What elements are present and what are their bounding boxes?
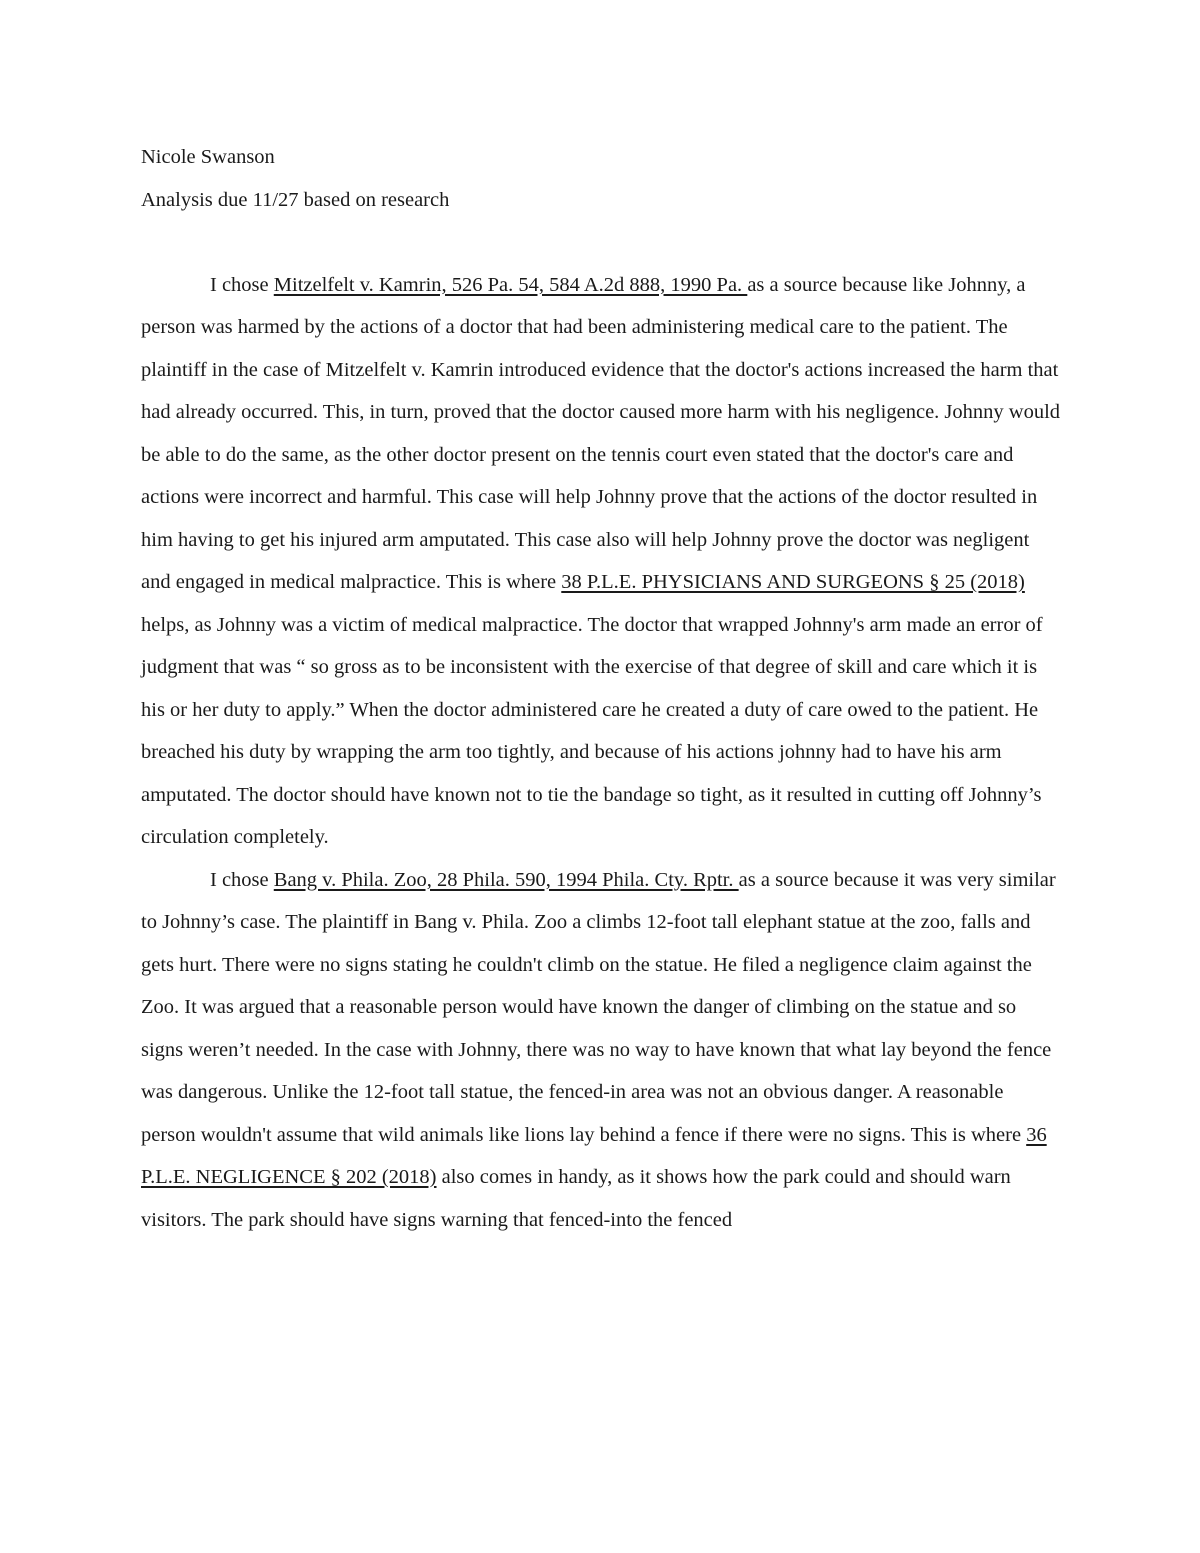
assignment-title: Analysis due 11/27 based on research: [141, 188, 450, 211]
author-name: Nicole Swanson: [141, 146, 275, 168]
paragraph-text: also comes in handy, as it shows how the park could and should warn visitors. The park should have signs warning that fenced-into the fenced: [141, 1166, 1011, 1231]
paragraph-text: I chose: [210, 868, 274, 891]
document-body: [141, 136, 1061, 1241]
citation-physicians-surgeons: 38 P.L.E. PHYSICIANS AND SURGEONS § 25 (2018): [561, 571, 1025, 593]
case-citation-bang: Bang v. Phila. Zoo, 28 Phila. 590, 1994 Phila. Cty. Rptr.: [273, 868, 739, 891]
paragraph-mitzelfelt: [141, 264, 1061, 859]
citation-negligence: 36 P.L.E. NEGLIGENCE § 202 (2018): [141, 1123, 1047, 1188]
case-citation-mitzelfelt: Mitzelfelt v. Kamrin, 526 Pa. 54, 584 A.2d 888, 1990 Pa.: [273, 273, 748, 296]
paragraph-text: as a source because it was very similar to Johnny’s case. The plaintiff in Bang v. Phila. Zoo a climbs 12-foot tall elephant statue at the zoo, falls and gets hurt. There were no signs stating he couldn't climb on the statue. He filed a negligence claim against the Zoo. It was argued that a reasonable person would have known the danger of climbing on the statue and so signs weren’t needed. In the case with Johnny, there was no way to have known that what lay beyond the fence was dangerous. Unlike the 12-foot tall statue, the fenced-in area was not an obvious danger. A reasonable person wouldn't assume that wild animals like lions lay behind a fence if there were no signs. This is where: [141, 868, 1056, 1146]
paragraph-text: I chose: [210, 273, 274, 296]
blank-line: [141, 221, 1061, 264]
paragraph-bang: [141, 859, 1061, 1242]
paragraph-text: as a source because like Johnny, a person was harmed by the actions of a doctor that had been administering medical care to the patient. The plaintiff in the case of Mitzelfelt v. Kamrin introduced evidence that the doctor's actions increased the harm that had already occurred. This, in turn, proved that the doctor caused more harm with his negligence. Johnny would be able to do the same, as the other doctor present on the tennis court even stated that the doctor's care and actions were incorrect and harmful. This case will help Johnny prove that the actions of the doctor resulted in him having to get his injured arm amputated. This case also will help Johnny prove the doctor was negligent and engaged in medical malpractice. This is where: [141, 273, 1061, 593]
paragraph-text: helps, as Johnny was a victim of medical malpractice. The doctor that wrapped Johnny's arm made an error of judgment that was “ so gross as to be inconsistent with the exercise of that degree of skill and care which it is his or her duty to apply.” When the doctor administered care he created a duty of care owed to the patient. He breached his duty by wrapping the arm too tightly, and because of his actions johnny had to have his arm amputated. The doctor should have known not to tie the bandage so tight, as it resulted in cutting off Johnny’s circulation completely.: [141, 613, 1043, 848]
